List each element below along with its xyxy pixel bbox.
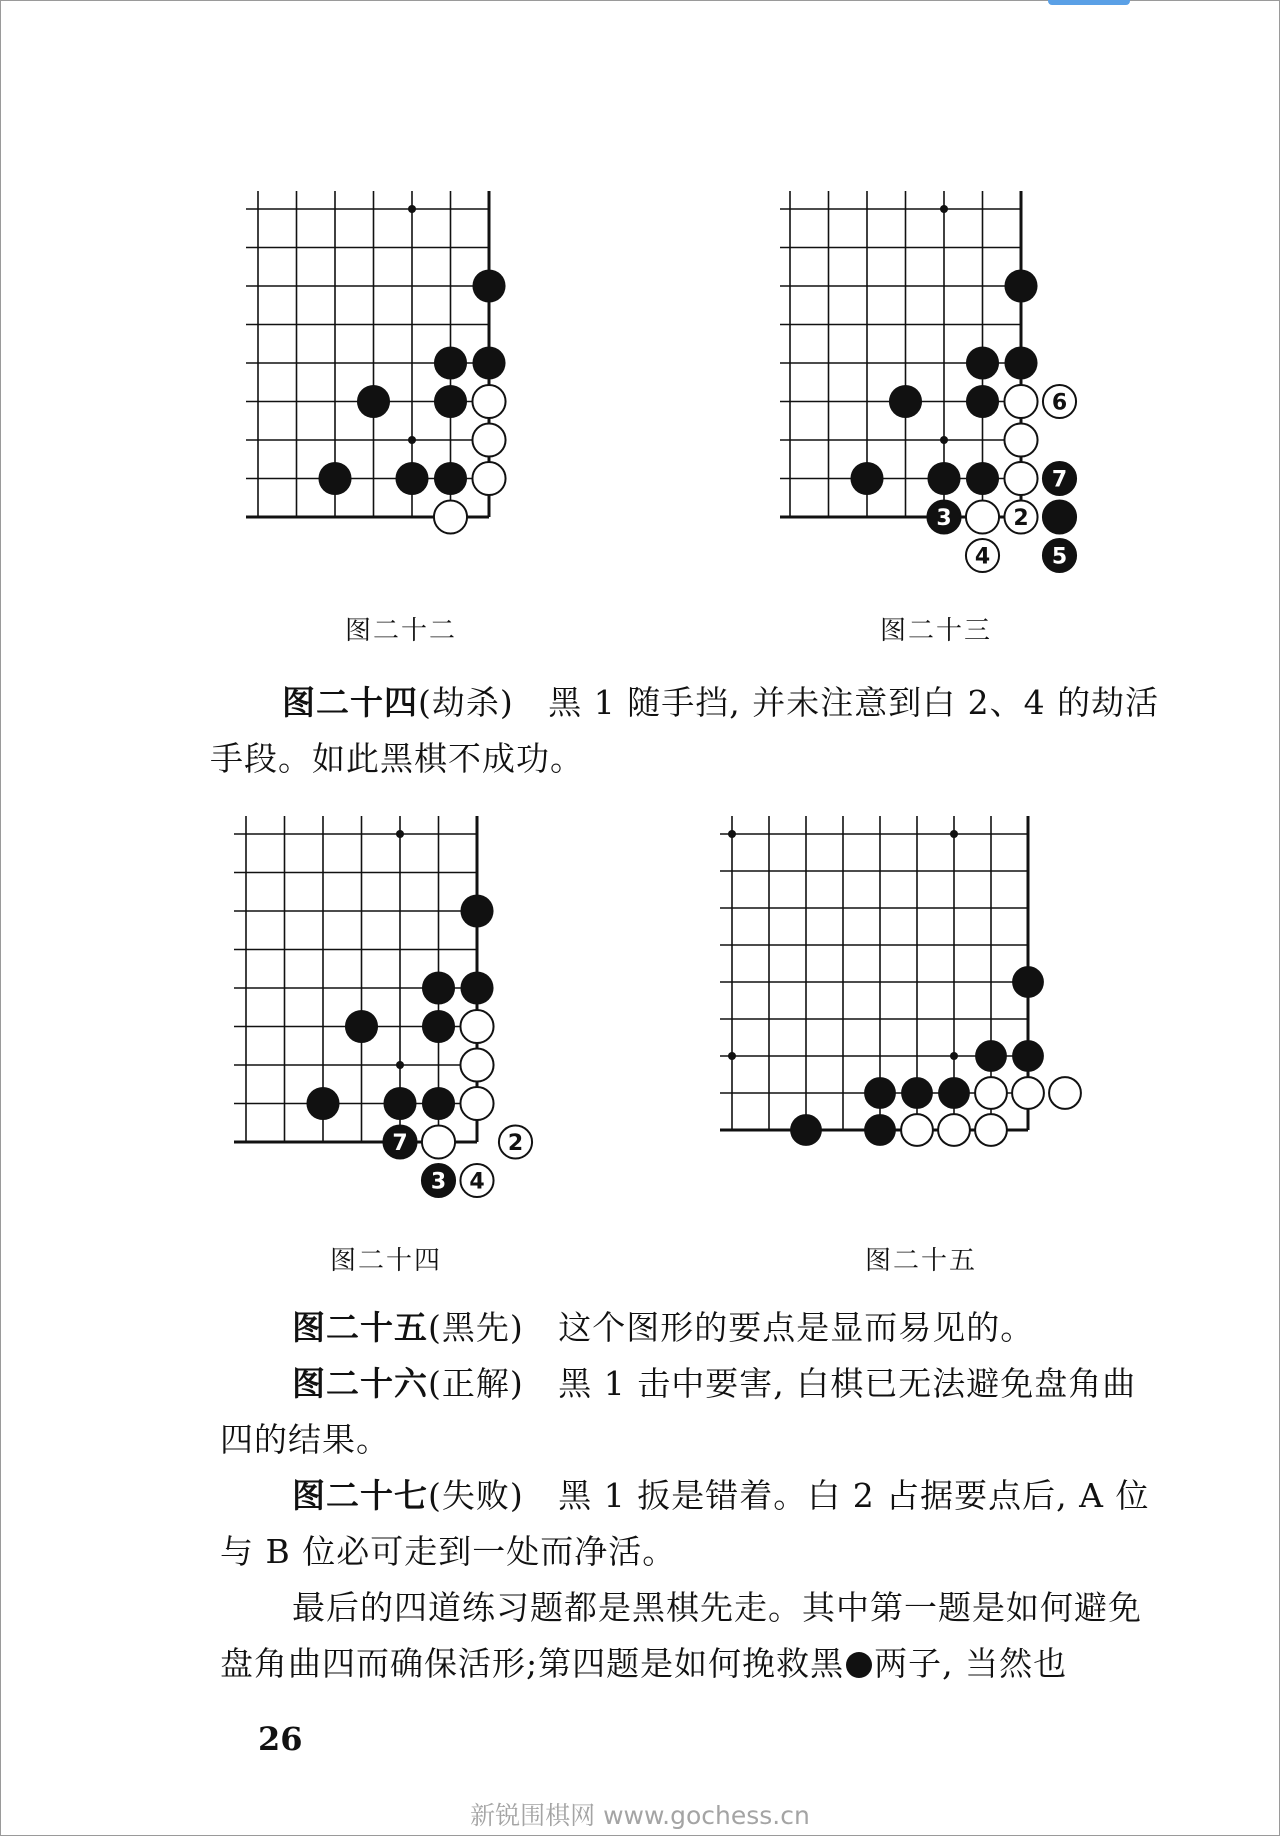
white-stone bbox=[434, 500, 467, 533]
black-stone bbox=[395, 462, 428, 495]
black-stone bbox=[434, 385, 467, 418]
paragraph-body: 最后的四道练习题都是黑棋先走。其中第一题是如何避免盘角曲四而确保活形;第四题是如何挽救黑 bbox=[220, 1588, 1142, 1683]
black-stone bbox=[966, 346, 999, 379]
white-stone bbox=[460, 1010, 493, 1043]
star-point bbox=[408, 436, 416, 444]
black-stone bbox=[966, 385, 999, 418]
move-number: 6 bbox=[1051, 390, 1068, 416]
black-stone bbox=[927, 462, 960, 495]
white-stone bbox=[472, 385, 505, 418]
move-number: 3 bbox=[936, 506, 952, 531]
paragraph-tag: (黑先) bbox=[428, 1308, 524, 1347]
paragraph-fig25-explanation bbox=[220, 1300, 1170, 1356]
move-number: 3 bbox=[430, 1169, 447, 1195]
white-stone bbox=[1004, 462, 1037, 495]
black-stone bbox=[1012, 1040, 1044, 1072]
white-stone bbox=[422, 1125, 455, 1158]
paragraph-body: 黑 1 扳是错着。白 2 占据要点后, A 位与 B 位必可走到一处而净活。 bbox=[220, 1476, 1150, 1571]
black-stone bbox=[460, 894, 493, 927]
black-stone bbox=[434, 346, 467, 379]
black-stone bbox=[889, 385, 922, 418]
black-stone bbox=[901, 1077, 933, 1109]
watermark: 新锐围棋网 www.gochess.cn bbox=[470, 1801, 810, 1830]
move-number: 2 bbox=[1013, 506, 1029, 531]
black-stone-numbered bbox=[1043, 500, 1076, 533]
black-stone bbox=[864, 1114, 896, 1146]
caption-fig24: 图二十四 bbox=[330, 1246, 443, 1276]
black-stone bbox=[1012, 966, 1044, 998]
star-point bbox=[950, 830, 958, 838]
star-point bbox=[950, 1052, 958, 1060]
move-number: 7 bbox=[392, 1131, 408, 1156]
paragraph-tag: (正解) bbox=[428, 1364, 524, 1403]
star-point bbox=[728, 1052, 736, 1060]
paragraph-heading: 图二十四 bbox=[282, 683, 418, 722]
black-stone bbox=[850, 462, 883, 495]
black-stone bbox=[422, 1087, 455, 1120]
paragraph-heading: 图二十七 bbox=[292, 1476, 428, 1515]
black-stone bbox=[460, 971, 493, 1004]
paragraph-fig24-explanation bbox=[210, 675, 1160, 787]
black-stone bbox=[1004, 346, 1037, 379]
caption-fig22: 图二十二 bbox=[345, 616, 458, 646]
black-stone bbox=[318, 462, 351, 495]
white-stone bbox=[966, 500, 999, 533]
black-stone bbox=[864, 1077, 896, 1109]
caption-fig23: 图二十三 bbox=[880, 616, 993, 646]
black-stone bbox=[966, 462, 999, 495]
white-stone bbox=[1012, 1077, 1044, 1109]
page-number: 26 bbox=[258, 1720, 303, 1758]
black-stone bbox=[790, 1114, 822, 1146]
white-stone bbox=[938, 1114, 970, 1146]
white-stone bbox=[975, 1077, 1007, 1109]
paragraph-body: 黑 1 击中要害, 白棋已无法避免盘角曲四的结果。 bbox=[220, 1364, 1137, 1459]
black-stone bbox=[975, 1040, 1007, 1072]
star-point bbox=[728, 830, 736, 838]
paragraph-body-tail: 两子, 当然也 bbox=[874, 1644, 1068, 1683]
white-stone bbox=[901, 1114, 933, 1146]
black-stone bbox=[472, 269, 505, 302]
viewer-tab-indicator bbox=[1048, 0, 1130, 5]
black-stone bbox=[422, 1010, 455, 1043]
paragraph-exercises-intro bbox=[220, 1580, 1170, 1692]
black-stone bbox=[306, 1087, 339, 1120]
white-stone bbox=[1049, 1077, 1081, 1109]
paragraph-tag: (失败) bbox=[428, 1476, 524, 1515]
black-stone bbox=[1004, 269, 1037, 302]
white-stone bbox=[1004, 385, 1037, 418]
white-stone bbox=[460, 1087, 493, 1120]
black-stone bbox=[383, 1087, 416, 1120]
go-board-fig25 bbox=[710, 810, 1130, 1205]
black-stone bbox=[938, 1077, 970, 1109]
paragraph-fig26-explanation bbox=[220, 1356, 1170, 1468]
move-number: 4 bbox=[469, 1169, 485, 1195]
star-point bbox=[940, 205, 948, 213]
go-board-fig23 bbox=[780, 185, 1120, 580]
move-number: 4 bbox=[974, 544, 991, 570]
paragraph-fig27-explanation bbox=[220, 1468, 1170, 1580]
white-stone bbox=[460, 1048, 493, 1081]
paragraph-body: 这个图形的要点是显而易见的。 bbox=[558, 1308, 1035, 1347]
move-number: 7 bbox=[1051, 467, 1068, 493]
black-stone bbox=[357, 385, 390, 418]
white-stone bbox=[975, 1114, 1007, 1146]
star-point bbox=[396, 830, 404, 838]
paragraph-heading: 图二十六 bbox=[292, 1364, 428, 1403]
caption-fig25: 图二十五 bbox=[865, 1246, 978, 1276]
move-number: 5 bbox=[1051, 544, 1068, 570]
star-point bbox=[940, 436, 948, 444]
star-point bbox=[396, 1061, 404, 1069]
black-stone bbox=[422, 971, 455, 1004]
paragraph-body: 黑 1 随手挡, 并未注意到白 2、4 的劫活手段。如此黑棋不成功。 bbox=[210, 683, 1160, 778]
black-stone-icon bbox=[846, 1652, 872, 1678]
white-stone bbox=[472, 423, 505, 456]
go-board-fig24 bbox=[228, 810, 568, 1205]
black-stone bbox=[345, 1010, 378, 1043]
white-stone bbox=[472, 462, 505, 495]
move-number: 2 bbox=[507, 1131, 524, 1156]
paragraph-heading: 图二十五 bbox=[292, 1308, 428, 1347]
go-board-fig22 bbox=[240, 185, 560, 580]
star-point bbox=[408, 205, 416, 213]
white-stone bbox=[1004, 423, 1037, 456]
paragraph-tag: (劫杀) bbox=[418, 683, 514, 722]
black-stone bbox=[472, 346, 505, 379]
black-stone bbox=[434, 462, 467, 495]
